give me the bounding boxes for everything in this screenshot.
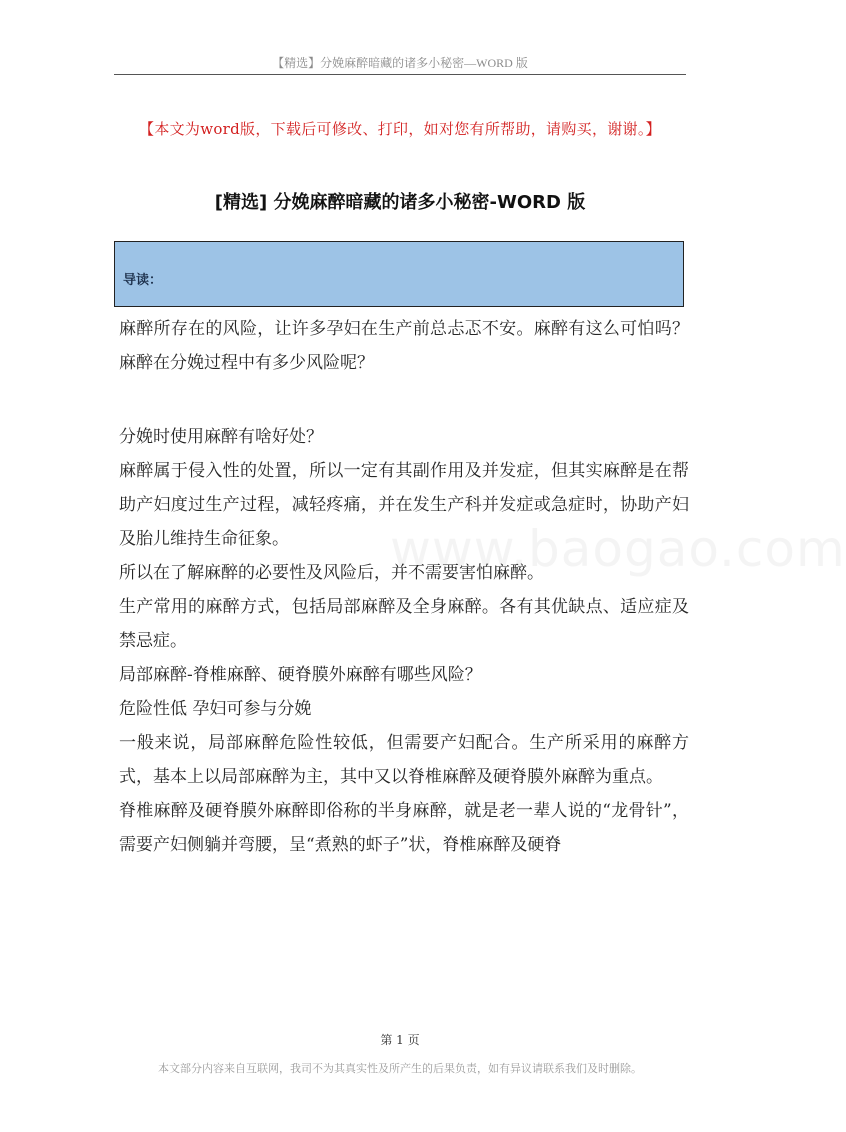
lead-label: 导读： bbox=[123, 273, 163, 288]
paragraph-heading-benefits: 分娩时使用麻醉有啥好处？ bbox=[119, 427, 323, 447]
header-divider bbox=[114, 74, 686, 75]
paragraph-subheading-low-risk: 危险性低 孕妇可参与分娩 bbox=[119, 699, 312, 719]
paragraph-local-anesthesia: 一般来说，局部麻醉危险性较低，但需要产妇配合。生产所采用的麻醉方式，基本上以局部麻醉为主，其中又以脊椎麻醉及硬脊膜外麻醉为重点。 bbox=[119, 733, 689, 787]
page-number: 第 1 页 bbox=[380, 1033, 420, 1047]
watermark: www.baogao.com bbox=[390, 520, 846, 578]
paragraph-intro: 麻醉所存在的风险，让许多孕妇在生产前总忐忑不安。麻醉有这么可怕吗？麻醉在分娩过程中有多少风险呢？ bbox=[119, 319, 689, 373]
lead-box bbox=[114, 241, 684, 307]
paragraph-methods: 生产常用的麻醉方式，包括局部麻醉及全身麻醉。各有其优缺点、适应症及禁忌症。 bbox=[119, 597, 689, 651]
footer-disclaimer: 本文部分内容来自互联网，我司不为其真实性及所产生的后果负责，如有异议请联系我们及时删除。 bbox=[158, 1062, 642, 1075]
article-body bbox=[119, 312, 689, 862]
paragraph-spinal-epidural: 脊椎麻醉及硬脊膜外麻醉即俗称的半身麻醉，就是老一辈人说的“龙骨针”，需要产妇侧躺并弯腰，呈“煮熟的虾子”状，脊椎麻醉及硬脊 bbox=[119, 801, 689, 855]
document-title: [精选] 分娩麻醉暗藏的诸多小秘密-WORD 版 bbox=[214, 192, 586, 213]
running-header: 【精选】分娩麻醉暗藏的诸多小秘密—WORD 版 bbox=[272, 56, 528, 70]
paragraph-heading-local-risks: 局部麻醉-脊椎麻醉、硬脊膜外麻醉有哪些风险？ bbox=[119, 665, 482, 685]
purchase-notice: 【本文为word版，下载后可修改、打印，如对您有所帮助，请购买，谢谢。】 bbox=[139, 120, 661, 138]
paragraph-spacer bbox=[119, 380, 689, 420]
paragraph-benefits: 麻醉属于侵入性的处置，所以一定有其副作用及并发症，但其实麻醉是在帮助产妇度过生产过程，减轻疼痛，并在发生产科并发症或急症时，协助产妇及胎儿维持生命征象。 bbox=[119, 461, 689, 549]
paragraph-no-fear: 所以在了解麻醉的必要性及风险后，并不需要害怕麻醉。 bbox=[119, 563, 544, 583]
